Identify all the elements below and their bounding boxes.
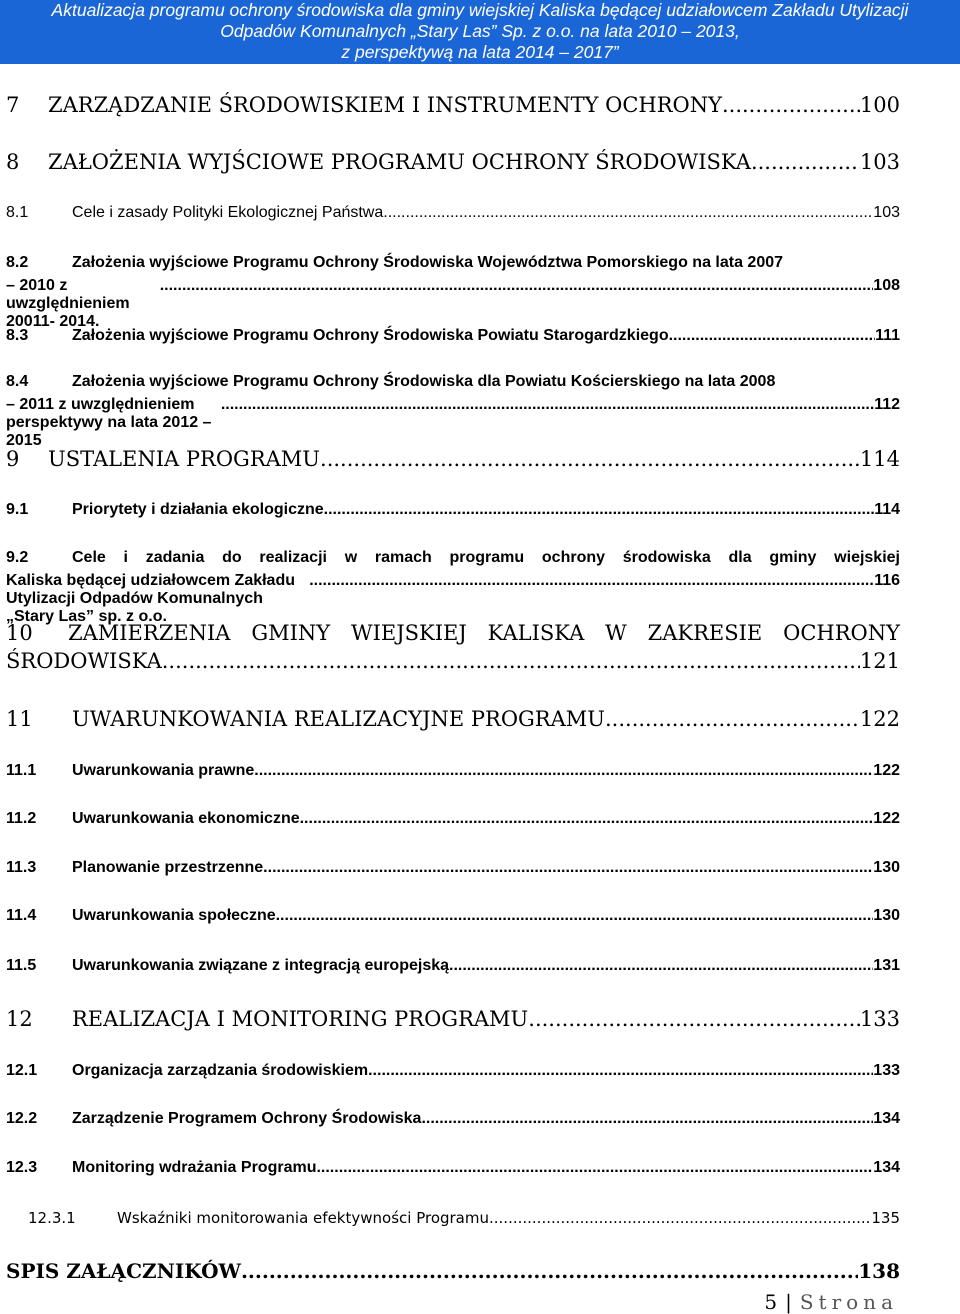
toc-leader (320, 447, 860, 471)
toc-leader (722, 93, 860, 117)
toc-entry-9-1[interactable] (6, 501, 900, 519)
footer-separator: | (785, 1290, 797, 1314)
toc-leader (162, 649, 860, 673)
document-header (0, 0, 960, 64)
toc-entry-12-3[interactable] (6, 1159, 900, 1177)
toc-entry-10[interactable] (6, 621, 900, 673)
toc-entry-11-2[interactable] (6, 810, 900, 828)
toc-entry-11-3[interactable] (6, 859, 900, 877)
toc-leader (421, 1110, 873, 1128)
toc-page: 133 (859, 1007, 900, 1031)
toc-leader (528, 1007, 860, 1031)
toc-number: 11.1 (6, 762, 37, 779)
toc-leader (316, 1159, 873, 1177)
toc-leader (489, 1209, 871, 1227)
toc-leader (254, 762, 873, 780)
toc-page: 138 (858, 1259, 900, 1283)
toc-leader (241, 1259, 858, 1283)
toc-number: 8 (6, 150, 20, 174)
toc-number: 12.3 (6, 1159, 38, 1176)
toc-title: USTALENIA PROGRAMU (48, 447, 321, 471)
toc-number: 7 (6, 93, 20, 117)
toc-leader (324, 501, 875, 519)
toc-page: 100 (859, 93, 900, 117)
toc-leader (300, 810, 874, 828)
toc-page: 135 (871, 1209, 900, 1227)
toc-title: SPIS ZAŁĄCZNIKÓW (6, 1259, 241, 1283)
toc-number: 9.1 (6, 501, 29, 518)
toc-entry-11-1[interactable] (6, 762, 900, 780)
toc-entry-11[interactable] (6, 707, 900, 731)
toc-title-line-1: Cele i zadania do realizacji w ramach programu ochrony środowiska dla gminy wiejskiej (72, 549, 900, 566)
toc-title: Wskaźniki monitorowania efektywności Programu (117, 1209, 489, 1227)
toc-page: 112 (874, 396, 900, 413)
toc-page: 134 (873, 1159, 900, 1176)
toc-leader (368, 1062, 873, 1080)
toc-title: Uwarunkowania związane z integracją europejską (72, 957, 450, 974)
toc-page: 122 (873, 810, 900, 827)
toc-page: 108 (873, 277, 900, 294)
toc-page: 130 (873, 859, 900, 876)
toc-number: 12.2 (6, 1110, 38, 1127)
toc-leader (669, 327, 875, 345)
toc-page: 114 (859, 447, 900, 471)
toc-number: 11.4 (6, 907, 37, 924)
toc-page: 122 (873, 762, 900, 779)
toc-leader (160, 277, 874, 295)
toc-title: ZARZĄDZANIE ŚRODOWISKIEM I INSTRUMENTY OCHRONY (48, 93, 722, 117)
toc-title: Uwarunkowania ekonomiczne (72, 810, 300, 827)
toc-title: Zarządzenie Programem Ochrony Środowiska (72, 1110, 422, 1127)
toc-leader (221, 396, 874, 414)
toc-entry-12-1[interactable] (6, 1062, 900, 1080)
toc-entry-11-4[interactable] (6, 907, 900, 925)
toc-title: Założenia wyjściowe Programu Ochrony Środowiska Powiatu Starogardzkiego (72, 327, 669, 344)
toc-number: 12 (6, 1007, 33, 1031)
toc-leader (263, 859, 873, 877)
toc-page: 133 (873, 1062, 900, 1079)
toc-title: Monitoring wdrażania Programu (72, 1159, 317, 1176)
toc-title: Cele i zasady Polityki Ekologicznej Państwa (72, 204, 384, 221)
toc-title: Uwarunkowania społeczne (72, 907, 276, 924)
toc-title-line-1: Założenia wyjściowe Programu Ochrony Środowiska dla Powiatu Kościerskiego na lata 2008 (72, 373, 776, 390)
toc-page: 134 (873, 1110, 900, 1127)
toc-page: 116 (874, 572, 900, 589)
toc-title: Planowanie przestrzenne (72, 859, 264, 876)
toc-leader (383, 204, 873, 222)
toc-entry-7[interactable] (6, 93, 900, 117)
toc-number: 12.3.1 (28, 1209, 76, 1227)
toc-number: 8.3 (6, 327, 29, 344)
header-line-2: Odpadów Komunalnych „Stary Las” Sp. z o.o. na lata 2010 – 2013, (220, 21, 740, 41)
toc-number: 9 (6, 447, 20, 471)
toc-leader (276, 907, 874, 925)
toc-number: 8.2 (6, 254, 29, 271)
toc-title: UWARUNKOWANIA REALIZACYJNE PROGRAMU (72, 707, 605, 731)
toc-entry-11-5[interactable] (6, 957, 900, 975)
toc-page: 131 (873, 957, 900, 974)
toc-entry-8-3[interactable] (6, 327, 900, 345)
toc-number: 8.1 (6, 204, 29, 221)
toc-page: 122 (859, 707, 900, 731)
toc-number: 10 (6, 621, 33, 645)
toc-number: 9.2 (6, 549, 29, 566)
toc-entry-12-2[interactable] (6, 1110, 900, 1128)
toc-entry-9-2[interactable] (6, 549, 900, 626)
toc-number: 11.3 (6, 859, 37, 876)
toc-entry-8-1[interactable] (6, 204, 900, 222)
page-label: Strona (799, 1290, 898, 1314)
header-line-3: z perspektywą na lata 2014 – 2017” (341, 42, 619, 62)
toc-leader (605, 707, 860, 731)
toc-title-line-1: Założenia wyjściowe Programu Ochrony Środowiska Województwa Pomorskiego na lata 2007 (72, 254, 784, 271)
toc-title: Organizacja zarządzania środowiskiem (72, 1062, 369, 1079)
toc-title: Priorytety i działania ekologiczne (72, 501, 324, 518)
toc-number: 8.4 (6, 373, 29, 390)
toc-entry-9[interactable] (6, 447, 900, 471)
toc-number: 11.2 (6, 810, 37, 827)
toc-page: 114 (874, 501, 900, 518)
toc-entry-attachments[interactable] (6, 1259, 900, 1283)
toc-leader (751, 150, 860, 174)
toc-page: 130 (873, 907, 900, 924)
toc-number: 11.5 (6, 957, 37, 974)
page-number: 5 (764, 1290, 783, 1314)
toc-title-line-2: – 2011 z uwzględnieniem perspektywy na lata 2012 – 2015 (6, 396, 212, 449)
toc-title-line-2: – 2010 z uwzględnieniem 20011- 2014. (6, 277, 130, 330)
toc-entry-8-4[interactable] (6, 373, 900, 450)
toc-leader (309, 572, 874, 590)
toc-number: 12.1 (6, 1062, 38, 1079)
toc-title: Uwarunkowania prawne (72, 762, 255, 779)
toc-title-line-1: ZAMIERZENIA GMINY WIEJSKIEJ KALISKA W ZAKRESIE OCHRONY (68, 621, 900, 645)
toc-entry-12-3-1[interactable] (28, 1209, 900, 1227)
page-footer (764, 1290, 898, 1314)
toc-entry-12[interactable] (6, 1007, 900, 1031)
toc-title: ZAŁOŻENIA WYJŚCIOWE PROGRAMU OCHRONY ŚRODOWISKA (48, 150, 751, 174)
toc-title-line-2: Kaliska będącej udziałowcem Zakładu Utylizacji Odpadów Komunalnych „Stary Las” sp. z o.o. (6, 572, 295, 625)
toc-number: 11 (6, 707, 33, 731)
toc-leader (449, 957, 873, 975)
toc-page: 111 (875, 327, 900, 344)
toc-page: 103 (859, 150, 900, 174)
toc-title-line-2: ŚRODOWISKA (6, 649, 162, 673)
toc-entry-8[interactable] (6, 150, 900, 174)
header-line-1: Aktualizacja programu ochrony środowiska dla gminy wiejskiej Kaliska będącej udziałowcem Zakładu Utylizacji (51, 0, 909, 20)
toc-title: REALIZACJA I MONITORING PROGRAMU (72, 1007, 529, 1031)
toc-page: 121 (859, 649, 900, 673)
toc-entry-8-2[interactable] (6, 254, 900, 331)
toc-page: 103 (873, 204, 900, 221)
